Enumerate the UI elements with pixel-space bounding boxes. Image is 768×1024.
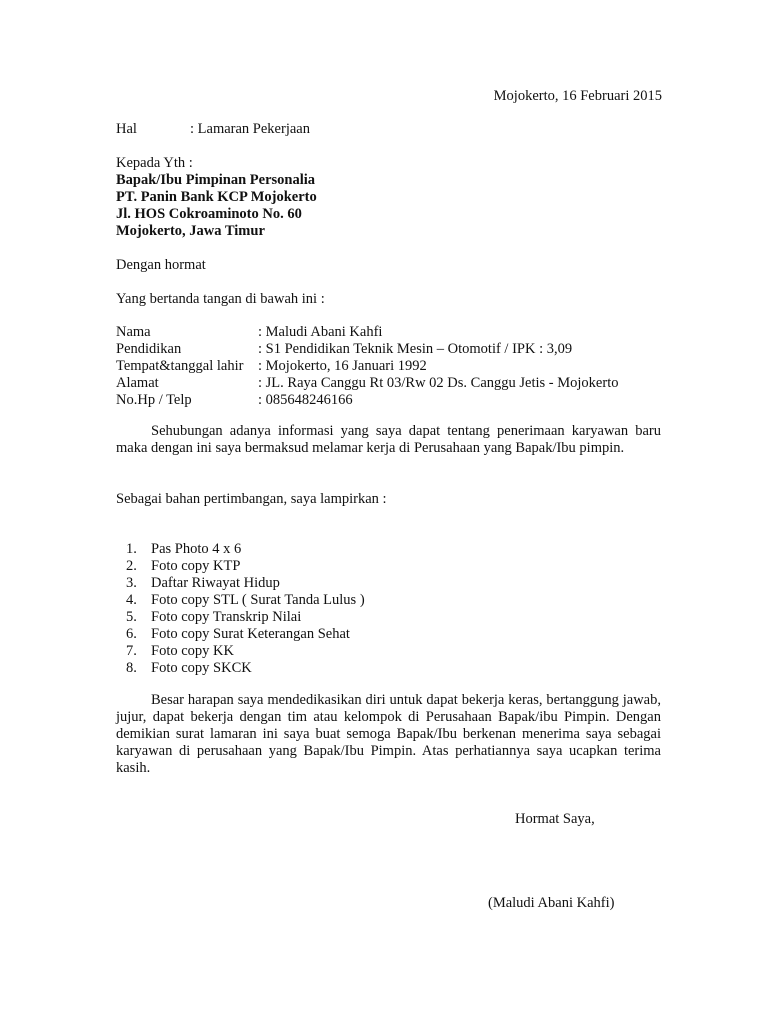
list-text: Foto copy KTP: [151, 558, 241, 574]
info-value: : Mojokerto, 16 Januari 1992: [258, 358, 427, 374]
list-item: [126, 592, 365, 609]
list-item: [126, 609, 365, 626]
list-number: 7.: [126, 643, 137, 659]
list-number: 4.: [126, 592, 137, 608]
list-text: Foto copy STL ( Surat Tanda Lulus ): [151, 592, 365, 608]
body-paragraph-2: Besar harapan saya mendedikasikan diri untuk dapat bekerja keras, bertanggung jawab, jujur, dapat bekerja dengan tim atau kelompok di Perusahaan Bapak/ibu Pimpin. Dengan demikian surat lamaran ini saya buat semoga Bapak/Ibu berkenan menerima saya sebagai karyawan di perusahaan yang Bapak/Ibu Pimpin. Atas perhatiannya saya ucapkan terima kasih.: [116, 692, 661, 776]
list-text: Foto copy Transkrip Nilai: [151, 609, 302, 625]
info-row: [116, 392, 618, 409]
subject-line: [116, 121, 310, 138]
list-item: [126, 626, 365, 643]
list-text: Foto copy SKCK: [151, 660, 252, 676]
list-text: Foto copy Surat Keterangan Sehat: [151, 626, 350, 642]
letter-date: Mojokerto, 16 Februari 2015: [493, 88, 662, 104]
recipient-line: Mojokerto, Jawa Timur: [116, 223, 265, 239]
signature-name: (Maludi Abani Kahfi): [488, 895, 615, 911]
subject-value: : Lamaran Pekerjaan: [190, 121, 310, 137]
list-text: Foto copy KK: [151, 643, 234, 659]
list-number: 1.: [126, 541, 137, 557]
recipient-line: Bapak/Ibu Pimpinan Personalia: [116, 172, 316, 188]
info-row: [116, 324, 618, 341]
list-number: 6.: [126, 626, 137, 642]
list-number: 5.: [126, 609, 137, 625]
info-value: : S1 Pendidikan Teknik Mesin – Otomotif / IPK : 3,09: [258, 341, 573, 357]
info-label: Alamat: [116, 375, 159, 391]
info-row: [116, 358, 618, 375]
applicant-info: [116, 324, 618, 409]
info-value: : Maludi Abani Kahfi: [258, 324, 383, 340]
list-number: 2.: [126, 558, 137, 574]
body-paragraph-1: Sehubungan adanya informasi yang saya dapat tentang penerimaan karyawan baru maka dengan ini saya bermaksud melamar kerja di Perusahaan yang Bapak/Ibu pimpin.: [116, 423, 661, 456]
attachments-list: [126, 541, 365, 677]
attachments-intro: Sebagai bahan pertimbangan, saya lampirkan :: [116, 491, 387, 507]
info-value: : 085648246166: [258, 392, 353, 408]
info-label: No.Hp / Telp: [116, 392, 192, 408]
list-item: [126, 558, 365, 575]
info-label: Pendidikan: [116, 341, 182, 357]
list-item: [126, 643, 365, 660]
info-row: [116, 375, 618, 392]
info-label: Tempat&tanggal lahir: [116, 358, 244, 374]
list-text: Daftar Riwayat Hidup: [151, 575, 280, 591]
subject-label: Hal: [116, 121, 137, 137]
list-item: [126, 575, 365, 592]
list-item: [126, 660, 365, 677]
greeting: Dengan hormat: [116, 257, 206, 273]
list-number: 3.: [126, 575, 137, 591]
list-number: 8.: [126, 660, 137, 676]
recipient-salutation: Kepada Yth :: [116, 155, 193, 171]
info-label: Nama: [116, 324, 151, 340]
closing-phrase: Hormat Saya,: [515, 811, 595, 827]
list-item: [126, 541, 365, 558]
intro-sentence: Yang bertanda tangan di bawah ini :: [116, 291, 325, 307]
recipient-line: Jl. HOS Cokroaminoto No. 60: [116, 206, 302, 222]
info-value: : JL. Raya Canggu Rt 03/Rw 02 Ds. Canggu Jetis - Mojokerto: [258, 375, 619, 391]
list-text: Pas Photo 4 x 6: [151, 541, 242, 557]
recipient-line: PT. Panin Bank KCP Mojokerto: [116, 189, 317, 205]
recipient-block: [116, 155, 317, 240]
info-row: [116, 341, 618, 358]
